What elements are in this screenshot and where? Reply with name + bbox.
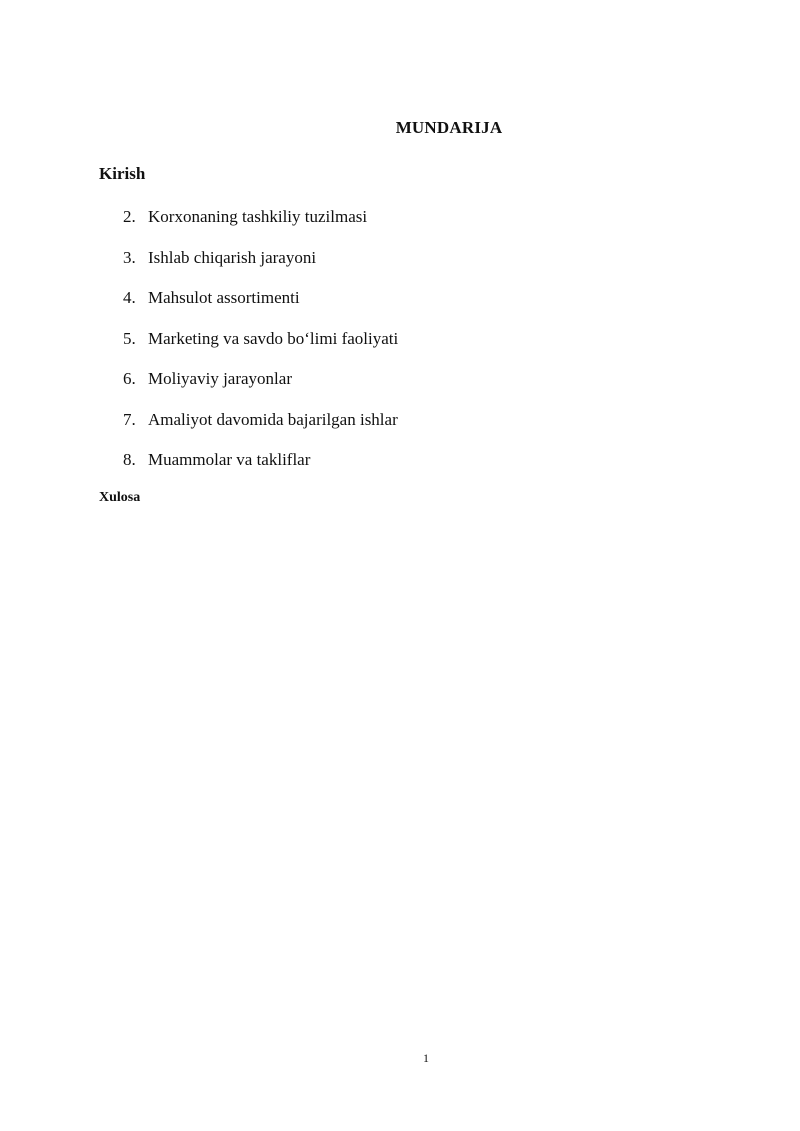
- toc-item-number: 5.: [123, 328, 136, 348]
- toc-item: [123, 287, 398, 328]
- toc-item-number: 8.: [123, 450, 136, 469]
- table-of-contents: [123, 206, 398, 490]
- toc-item-label: Mahsulot assortimenti: [148, 288, 300, 307]
- page-number: 1: [423, 1051, 429, 1065]
- toc-item-number: 3.: [123, 247, 136, 267]
- toc-item-label: Amaliyot davomida bajarilgan ishlar: [148, 409, 398, 429]
- toc-item-label: Marketing va savdo bo‘limi faoliyati: [148, 328, 399, 348]
- toc-conclusion-heading: Xulosa: [99, 490, 141, 505]
- toc-intro-heading: Kirish: [99, 164, 146, 183]
- toc-item: [123, 409, 398, 450]
- toc-item-label: Moliyaviy jarayonlar: [148, 369, 292, 388]
- toc-item-number: 7.: [123, 409, 136, 429]
- toc-item: [123, 328, 398, 369]
- toc-item: [123, 449, 398, 490]
- toc-item-number: 6.: [123, 369, 136, 388]
- page-title: MUNDARIJA: [395, 118, 503, 137]
- toc-item-number: 4.: [123, 288, 136, 307]
- toc-item-label: Korxonaning tashkiliy tuzilmasi: [148, 207, 368, 226]
- toc-item-label: Ishlab chiqarish jarayoni: [148, 247, 317, 267]
- toc-item-number: 2.: [123, 207, 136, 226]
- toc-item: [123, 247, 398, 288]
- toc-item-label: Muammolar va takliflar: [148, 450, 311, 469]
- toc-item: [123, 368, 398, 409]
- toc-item: [123, 206, 398, 247]
